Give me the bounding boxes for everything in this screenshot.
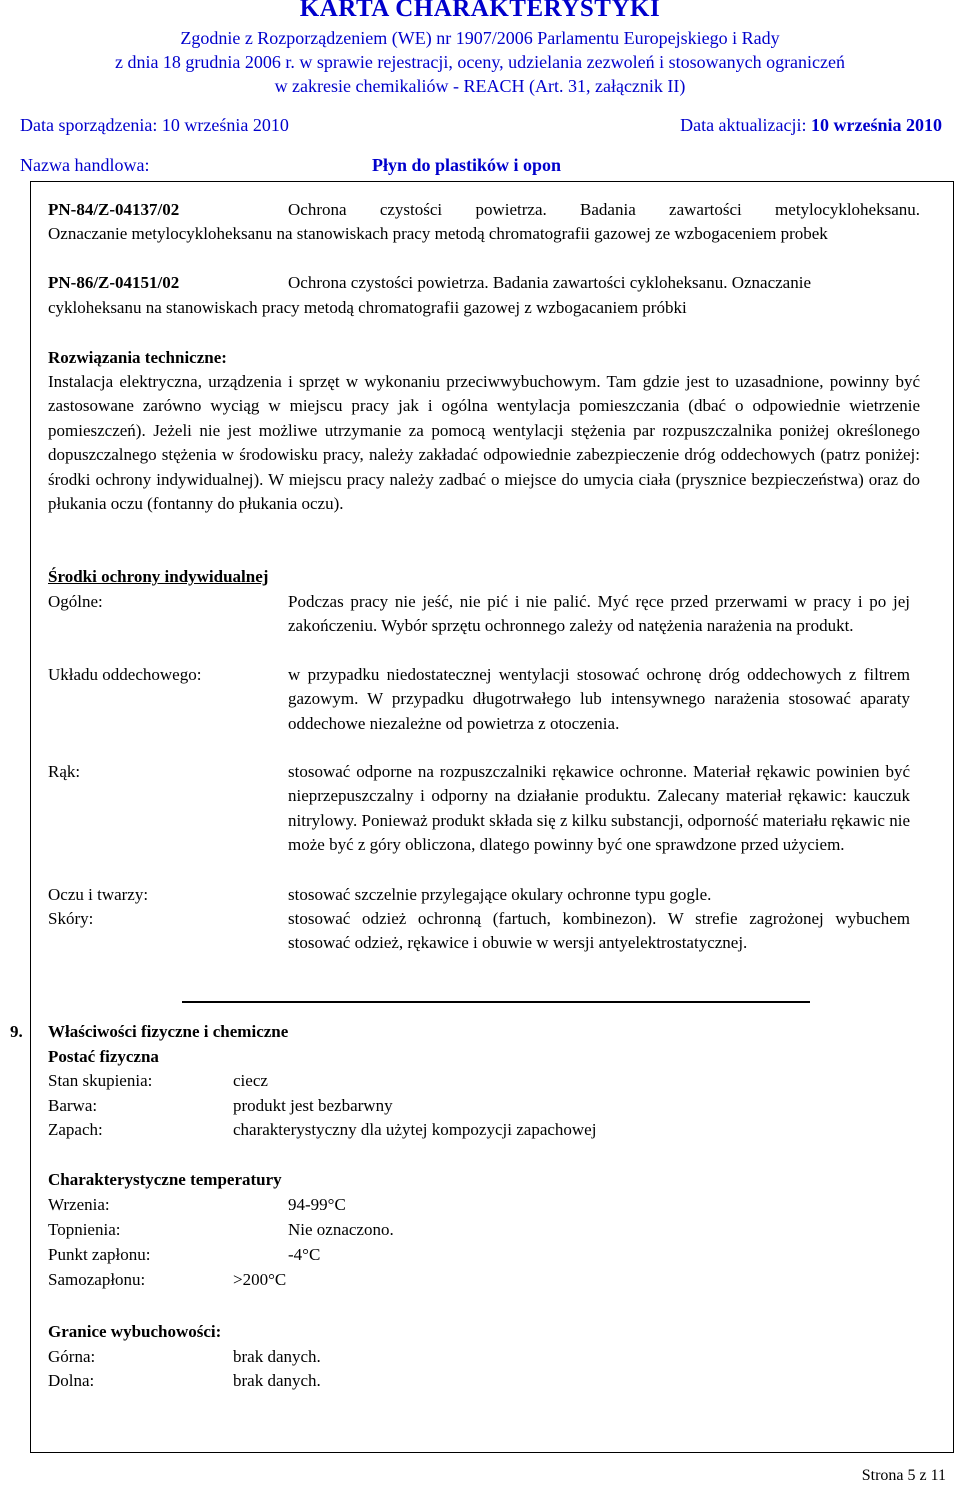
- ppe-label: Ogólne:: [48, 592, 103, 611]
- preparation-date: Data sporządzenia: 10 września 2010: [20, 115, 289, 135]
- property-value: charakterystyczny dla użytej kompozycji zapachowej: [233, 1120, 597, 1139]
- standard-code: PN-86/Z-04151/02: [48, 273, 180, 292]
- temperature-label: Topnienia:: [48, 1220, 121, 1239]
- standard-code: PN-84/Z-04137/02: [48, 200, 180, 219]
- standard-text: Ochrona czystości powietrza. Badania zawartości cykloheksanu. Oznaczanie: [288, 273, 811, 292]
- explosion-label: Dolna:: [48, 1371, 95, 1390]
- section-title: Właściwości fizyczne i chemiczne: [48, 1022, 289, 1041]
- ppe-text: stosować odzież ochronną (fartuch, kombinezon). W strefie zagrożonej wybuchem stosować odzież, rękawice i obuwie w wersji antyelektrostatycznej.: [288, 909, 910, 953]
- ppe-text: stosować odporne na rozpuszczalniki rękawice ochronne. Materiał rękawic powinien być nieprzepuszczalny i odporny na działanie produktu. Zalecany materiał rękawic: kauczuk nitrylowy. Ponieważ produkt składa się z kilku substancji, odporność materiału rękawic nie może być z góry obliczona, dlatego powinny być one sprawdzone przed użyciem.: [288, 762, 910, 854]
- standard-text-continued: cykloheksanu na stanowiskach pracy metodą chromatografii gazowej z wzbogacaniem próbki: [48, 298, 687, 317]
- standard-text-continued: Oznaczanie metylocykloheksanu na stanowiskach pracy metodą chromatografii gazowej ze wzbogaceniem probek: [48, 224, 828, 243]
- temperature-value: 94-99°C: [288, 1195, 346, 1214]
- explosion-value: brak danych.: [233, 1347, 321, 1366]
- trade-name-row: [0, 152, 960, 178]
- regulation-line-2: z dnia 18 grudnia 2006 r. w sprawie rejestracji, oceny, udzielania zezwoleń i stosowanych ograniczeń: [114, 52, 846, 72]
- document-title: KARTA CHARAKTERYSTYKI: [299, 0, 661, 22]
- section-divider: [182, 1001, 810, 1003]
- explosion-value: brak danych.: [233, 1371, 321, 1390]
- ppe-text: stosować szczelnie przylegające okulary ochronne typu gogle.: [288, 885, 712, 904]
- form-heading: Postać fizyczna: [48, 1047, 159, 1066]
- ppe-label: Skóry:: [48, 909, 94, 928]
- property-value: ciecz: [233, 1071, 268, 1090]
- property-label: Zapach:: [48, 1120, 103, 1139]
- update-date-label: Data aktualizacji:: [680, 115, 807, 135]
- temperature-heading: Charakterystyczne temperatury: [48, 1170, 282, 1189]
- temperature-label: Samozapłonu:: [48, 1270, 146, 1289]
- property-label: Stan skupienia:: [48, 1071, 153, 1090]
- property-label: Barwa:: [48, 1096, 98, 1115]
- trade-name-label: Nazwa handlowa:: [20, 155, 150, 175]
- ppe-label: Oczu i twarzy:: [48, 885, 149, 904]
- temperature-label: Punkt zapłonu:: [48, 1245, 151, 1264]
- temperature-label: Wrzenia:: [48, 1195, 110, 1214]
- trade-name-value: Płyn do plastików i opon: [372, 155, 562, 175]
- section-number: 9.: [10, 1022, 23, 1041]
- ppe-label: Rąk:: [48, 762, 81, 781]
- temperature-value: -4°C: [288, 1245, 321, 1264]
- temperature-value: Nie oznaczono.: [288, 1220, 394, 1239]
- page-number: Strona 5 z 11: [861, 1467, 946, 1484]
- regulation-line-1: Zgodnie z Rozporządzeniem (WE) nr 1907/2006 Parlamentu Europejskiego i Rady: [180, 28, 780, 48]
- ppe-text: Podczas pracy nie jeść, nie pić i nie palić. Myć ręce przed przerwami w pracy i po jej zakończeniu. Wybór sprzętu ochronnego zależy od natężenia narażenia na produkt.: [288, 592, 910, 636]
- technical-heading: Rozwiązania techniczne:: [48, 348, 227, 367]
- technical-body: Instalacja elektryczna, urządzenia i sprzęt w wykonaniu przeciwwybuchowym. Tam gdzie jest to uzasadnione, powinny być zastosowane zarówno wyciąg w miejscu pracy jak i ogólna wentylacja pomieszczania (dbać o odpowiednie wietrzenie pomieszczeń). Jeżeli nie jest możliwe utrzymanie za pomocą wentylacji stężenia par rozpuszczalnika poniżej określonego dopuszczalnego stężenia w środowisku pracy, należy zakładać odpowiednie zabezpieczenie dróg oddechowych (patrz poniżej: środki ochrony indywidualnej). W miejscu pracy należy zadbać o miejsce do umycia ciała (prysznice bezpieczeństwa) oraz do płukania oczu (fontanny do płukania oczu).: [48, 372, 920, 514]
- ppe-heading: Środki ochrony indywidualnej: [48, 567, 269, 586]
- update-date-value: 10 września 2010: [811, 115, 942, 135]
- ppe-label: Układu oddechowego:: [48, 665, 202, 684]
- explosion-label: Górna:: [48, 1347, 96, 1366]
- ppe-text: w przypadku niedostatecznej wentylacji stosować ochronę dróg oddechowych z filtrem gazowym. W przypadku długotrwałego lub intensywnego narażenia stosować aparaty oddechowe niezależne od powietrza z otoczenia.: [288, 665, 910, 733]
- standard-text: Ochrona czystości powietrza. Badania zawartości metylocykloheksanu.: [288, 200, 920, 219]
- dates-row: [20, 112, 942, 138]
- update-date: [680, 112, 942, 138]
- regulation-line-3: w zakresie chemikaliów - REACH (Art. 31, załącznik II): [274, 76, 686, 96]
- explosion-heading: Granice wybuchowości:: [48, 1322, 222, 1341]
- property-value: produkt jest bezbarwny: [233, 1096, 393, 1115]
- temperature-value: >200°C: [233, 1270, 287, 1289]
